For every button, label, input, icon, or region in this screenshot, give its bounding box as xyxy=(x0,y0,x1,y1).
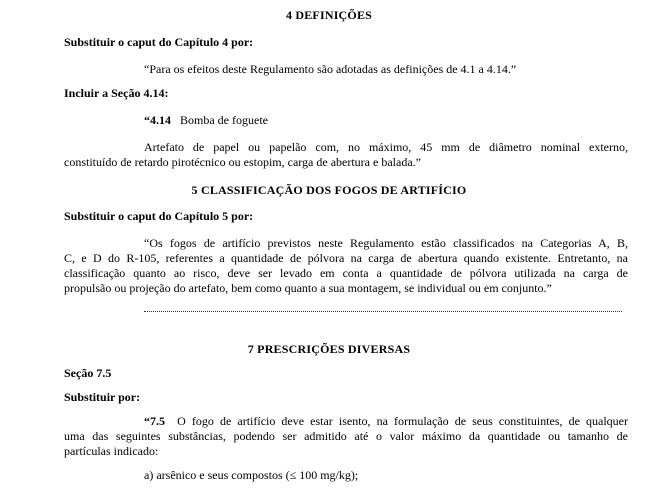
section-7-5-label: Seção 7.5 xyxy=(64,366,112,380)
section-4-heading: 4 DEFINIÇÕES xyxy=(285,8,373,22)
section-7-5-text xyxy=(64,414,628,459)
quote-line: C, e D do R-105, referentes a quantidade de pólvora na carga de abertura quando existente. Entretanto, na xyxy=(64,251,628,265)
quote-line: propulsão ou projeção do artefato, bem como quanto a sua montagem, se individual ou em conjunto.” xyxy=(64,281,552,295)
definition-4-14-header xyxy=(144,113,268,128)
section-5-heading: 5 CLASSIFICAÇÃO DOS FOGOS DE ARTIFÍCIO xyxy=(191,183,467,197)
section-4-quote: “Para os efeitos deste Regulamento são adotadas as definições de 4.1 a 4.14.” xyxy=(144,62,517,76)
dotted-separator xyxy=(144,311,622,312)
section-4-14-instruction: Incluir a Seção 4.14: xyxy=(64,86,169,100)
definition-title: Bomba de foguete xyxy=(180,113,268,127)
item-number: “7.5 xyxy=(144,414,165,428)
definition-line: Artefato de papel ou papelão com, no máximo, 45 mm de diâmetro nominal externo, xyxy=(144,140,628,154)
quote-line: “Os fogos de artifício previstos neste Regulamento estão classificados na Categorias A, B, xyxy=(144,236,628,250)
definition-line: constituído de retardo pirotécnico ou estopim, carga de abertura e balada.” xyxy=(64,155,421,169)
section-5-instruction: Substituir o caput do Capítulo 5 por: xyxy=(64,209,254,223)
section-7-instruction: Substituir por: xyxy=(64,390,141,404)
definition-number: “4.14 xyxy=(144,113,171,127)
definition-4-14-text xyxy=(64,140,628,170)
text-line: uma das seguintes substâncias, podendo ser admitido até o valor máximo da quantidade ou tamanho de xyxy=(64,429,628,443)
list-item-a: a) arsênico e seus compostos (≤ 100 mg/kg); xyxy=(144,468,359,482)
text-fragment: O fogo de artifício deve estar isento, na formulação de seus constituintes, de qualquer xyxy=(177,414,628,428)
quote-line: classificação quanto ao risco, deve ser levado em conta a quantidade de pólvora utilizada na carga de xyxy=(64,266,628,280)
text-line: partículas indicado: xyxy=(64,444,159,458)
section-7-heading: 7 PRESCRIÇÕES DIVERSAS xyxy=(247,342,411,356)
section-5-quote xyxy=(64,236,628,296)
text-line xyxy=(64,414,628,429)
section-4-instruction: Substituir o caput do Capítulo 4 por: xyxy=(64,35,254,49)
